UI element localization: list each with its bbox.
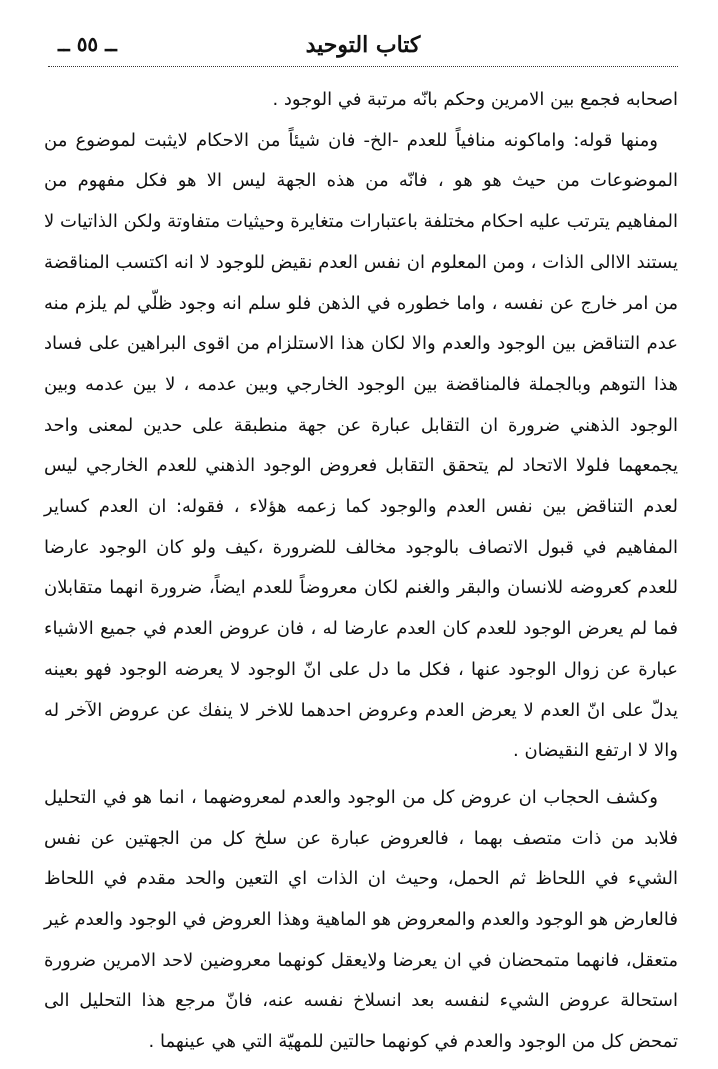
page-header (48, 28, 678, 68)
page-number: ــ ٥٥ ــ (58, 32, 117, 56)
book-title: كتاب التوحيد (305, 32, 421, 58)
main-text (44, 80, 678, 1063)
header-divider (48, 66, 678, 67)
paragraph-1: اصحابه فجمع بين الامرين وحكم بانّه مرتبة في الوجود . (272, 89, 678, 110)
paragraph-3: وكشف الحجاب ان عروض كل من الوجود والعدم لمعروضهما ، انما هو في التحليل فلابد من ذات متصف بهما ، فالعروض عبارة عن سلخ كل من الجهتين عن نفس الشيء في اللحاظ ثم الحمل، وحيث ان الذات اي التعين والحد مقدم في اللحاظ فالعارض هو الوجود والعدم والمعروض هو الماهية وهذا العروض في الوجود والعدم غير متعقل، فانهما متمحضان في ان يعرضا ولايعقل كونهما معروضين لاحد الامرين ضرورة استحالة عروض الشيء لنفسه بعد انسلاخ نفسه عنه، فانّ مرجع هذا التحليل الى تمحض كل من الوجود والعدم في كونهما حالتين للمهيّة التي هي عينهما . (44, 786, 678, 1053)
paragraph-2: ومنها قوله: واماكونه منافياً للعدم -الخ- فان شيئاً من الاحكام لايثبت لموضوع من الموضوعات من حيث هو هو ، فانّه من هذه الجهة ليس الا هو فكل مفهوم من المفاهيم يترتب عليه احكام مختلفة باعتبارات متغايرة وحيثيات متفاوتة ولكن الذاتيات لا يستند الاالى الذات ، ومن المعلوم ان نفس العدم نقيض للوجود لا انه اكتسب المناقضة من امر خارج عن نفسه ، واما خطوره في الذهن فلو سلم انه وجود ظلّي لم يلزم منه عدم التناقض بين الوجود والعدم والا لكان هذا الاستلزام من اقوى البراهين على فساد هذا التوهم وبالجملة فالمناقضة بين الوجود الخارجي وبين عدمه ، لا بين عدمه وبين الوجود الذهني ضرورة ان التقابل عبارة عن جهة منطبقة على حدين لمعنى واحد يجمعهما فلولا الاتحاد لم يتحقق التقابل فعروض الوجود الذهني للعدم الخارجي ليس لعدم التناقض بين نفس العدم والوجود كما زعمه هؤلاء ، فقوله: ان العدم كساير المفاهيم في قبول الاتصاف بالوجود مخالف للضرورة ،كيف ولو كان الوجود عارضا للعدم كعروضه للانسان والبقر والغنم لكان معروضاً للعدم ايضاً، ضرورة انهما متقابلان فما لم يعرض الوجود للعدم كان العدم عارضا له ، فان عروض العدم في جميع الاشياء عبارة عن زوال الوجود عنها ، فكل ما دل على انّ الوجود لا يعرضه الوجود فهو بعينه يدلّ على انّ العدم لا يعرض العدم وعروض احدهما للاخر لا ينفك عن عروض الآخر له والا لا ارتفع النقيضان . (44, 129, 678, 762)
